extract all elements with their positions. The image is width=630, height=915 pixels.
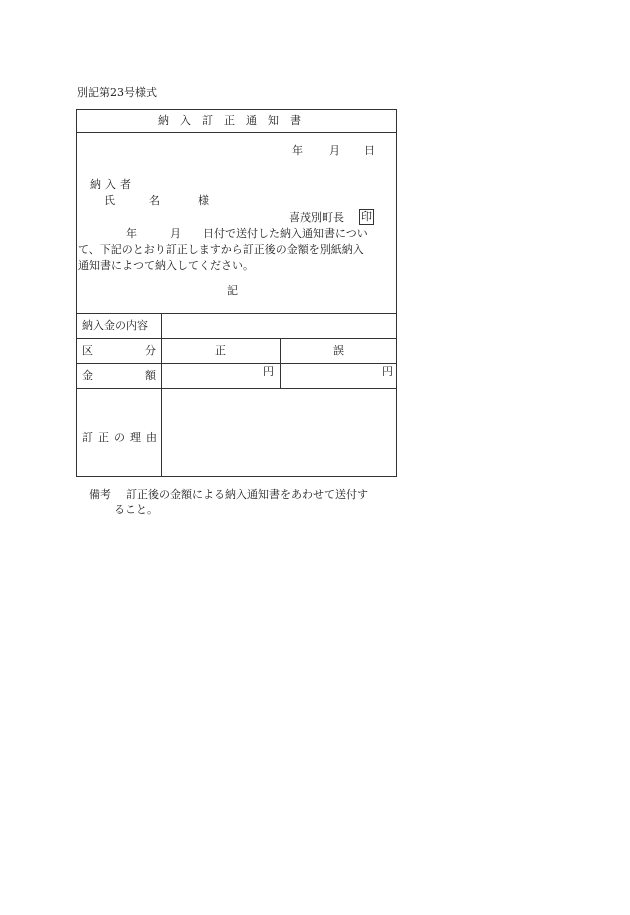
reason-label: 訂正の理由	[82, 431, 162, 444]
note-line-2: ること。	[114, 503, 158, 516]
note-label: 備考	[89, 488, 111, 501]
body-line-1: 日付で送付した納入通知書につい	[203, 227, 368, 240]
yen-error: 円	[382, 365, 393, 378]
row-divider-2	[77, 363, 396, 364]
body-line-2: て、下記のとおり訂正しますから訂正後の金額を別紙納入	[78, 243, 364, 256]
body-year: 年	[126, 227, 137, 240]
title-divider	[77, 132, 396, 133]
body-divider	[77, 313, 396, 314]
label-column-divider	[161, 313, 162, 477]
ki-mark: 記	[227, 284, 238, 297]
row-divider-1	[77, 338, 396, 339]
date-day: 日	[364, 144, 375, 157]
notice-form	[76, 109, 397, 477]
recipient-heading: 納入者	[90, 178, 135, 191]
content-label: 納入金の内容	[82, 319, 148, 332]
body-month: 月	[170, 227, 181, 240]
body-line-3: 通知書によつて納入してください。	[78, 259, 254, 272]
recipient-name-2: 名	[149, 194, 160, 207]
amount-label-1: 金	[82, 369, 93, 382]
form-title: 納入訂正通知書	[158, 114, 312, 127]
recipient-honorific: 様	[198, 194, 209, 207]
correct-error-divider	[280, 338, 281, 388]
amount-label-2: 額	[145, 369, 156, 382]
yen-correct: 円	[263, 365, 274, 378]
form-number-label: 別記第23号様式	[77, 86, 157, 99]
issuer-title: 喜茂別町長	[289, 211, 344, 224]
date-month: 月	[329, 144, 340, 157]
note-line-1: 訂正後の金額による納入通知書をあわせて送付す	[126, 488, 368, 501]
correct-header: 正	[215, 344, 226, 357]
error-header: 誤	[333, 344, 344, 357]
recipient-name-1: 氏	[104, 194, 115, 207]
division-label-1: 区	[82, 344, 93, 357]
seal-mark: 印	[361, 210, 372, 223]
date-year: 年	[292, 144, 303, 157]
division-label-2: 分	[145, 344, 156, 357]
row-divider-3	[77, 388, 396, 389]
